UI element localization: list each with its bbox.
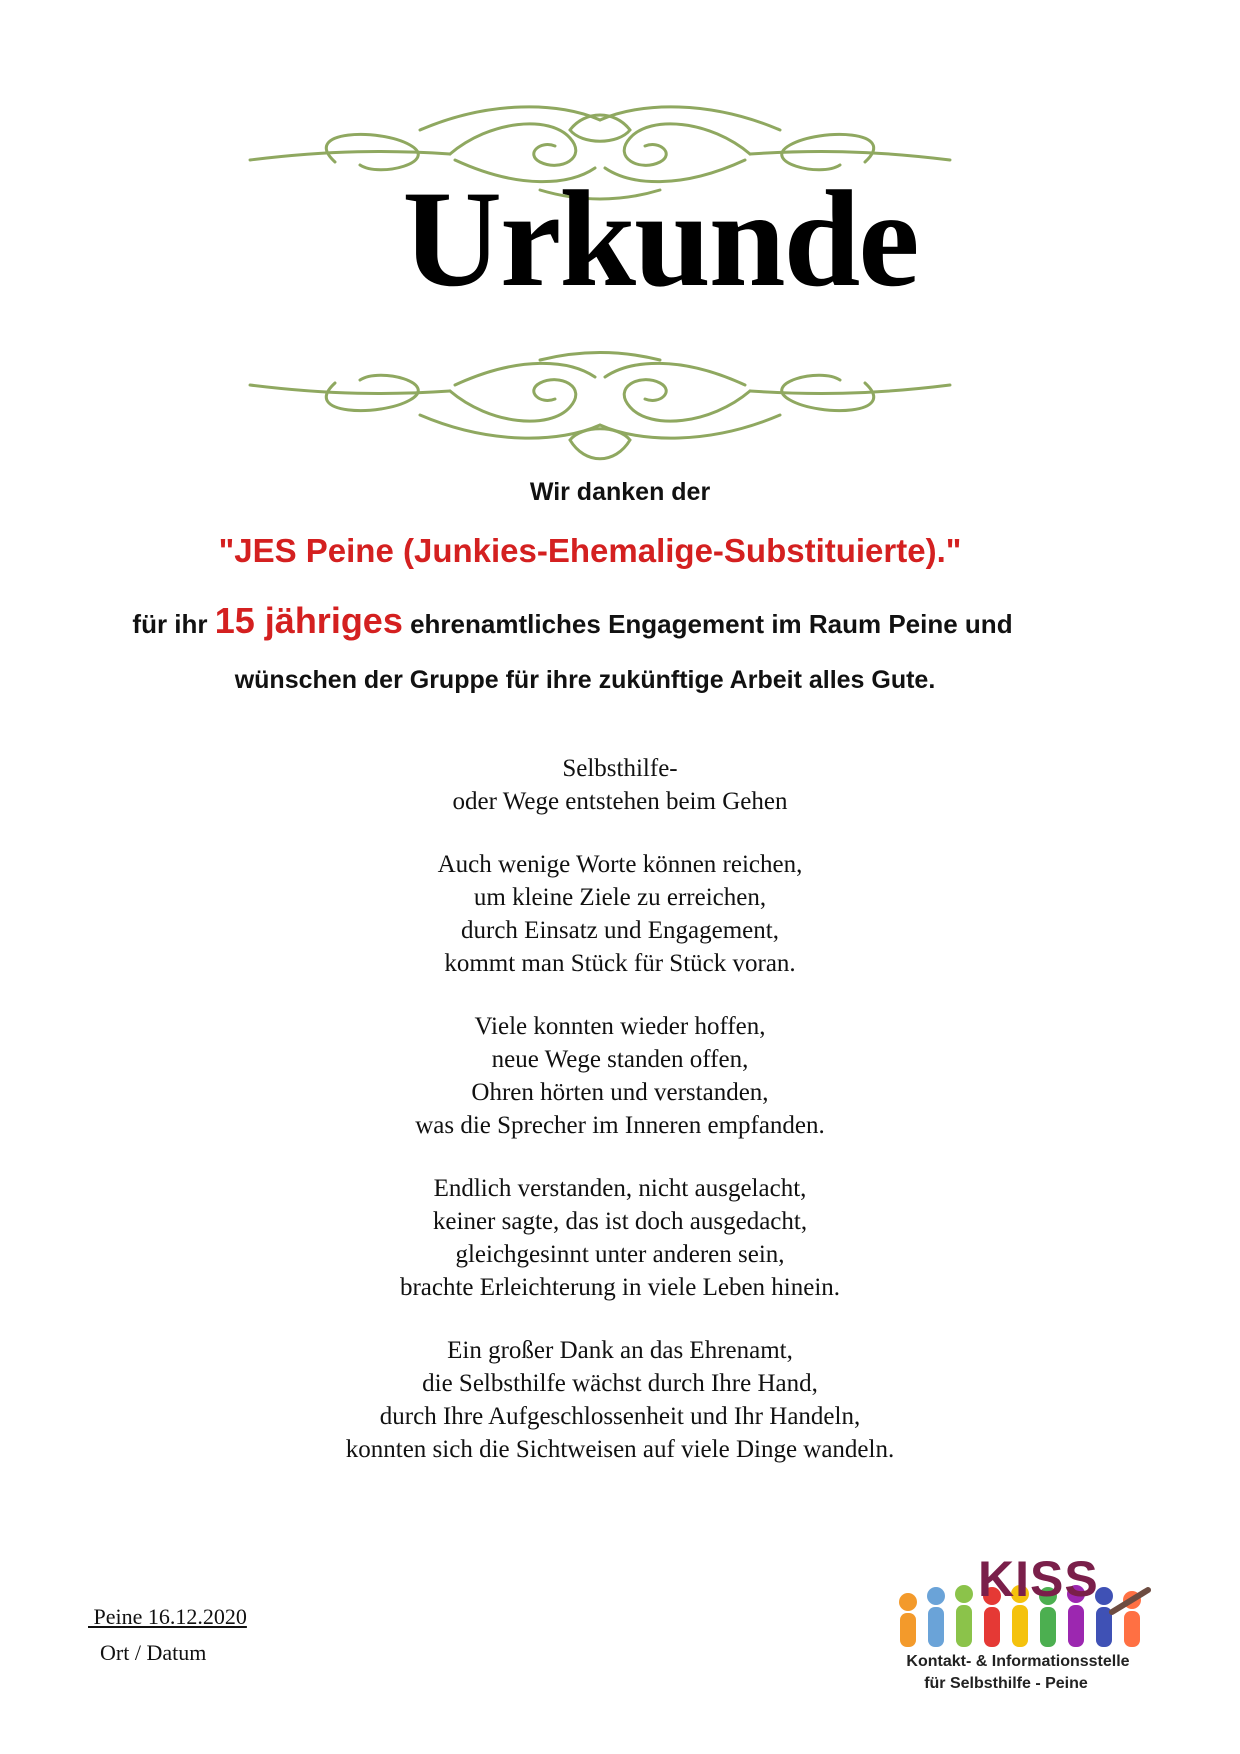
place-date-label: Ort / Datum: [100, 1640, 207, 1665]
poem-line: was die Sprecher im Inneren empfanden.: [415, 1112, 825, 1139]
poem-stanza: [0, 752, 1240, 818]
wishes-line: wünschen der Gruppe für ihre zukünftige Arbeit alles Gute.: [234, 666, 936, 694]
poem-line: keiner sagte, das ist doch ausgedacht,: [432, 1208, 808, 1235]
kiss-logo: [858, 1550, 1178, 1690]
poem-line: Selbsthilfe-: [562, 755, 678, 782]
poem: [0, 752, 1240, 1496]
poem-stanza: [0, 1010, 1240, 1142]
ornament-bottom-scroll: [240, 345, 960, 485]
poem-stanza: [0, 1334, 1240, 1466]
engagement-years: 15 jähriges: [214, 600, 403, 641]
logo-title: KISS: [978, 1551, 1099, 1607]
poem-line: um kleine Ziele zu erreichen,: [473, 884, 767, 911]
poem-line: Ohren hörten und verstanden,: [471, 1079, 769, 1106]
poem-line: durch Einsatz und Engagement,: [461, 917, 779, 944]
poem-line: gleichgesinnt unter anderen sein,: [455, 1241, 785, 1268]
poem-line: konnten sich die Sichtweisen auf viele Dinge wandeln.: [345, 1436, 895, 1463]
place-date-value: Peine 16.12.2020: [88, 1604, 247, 1629]
poem-line: neue Wege standen offen,: [491, 1046, 749, 1073]
poem-line: brachte Erleichterung in viele Leben hinein.: [399, 1274, 841, 1301]
logo-subtitle-2: für Selbsthilfe - Peine: [924, 1675, 1088, 1692]
poem-line: Viele konnten wieder hoffen,: [474, 1013, 766, 1040]
poem-line: die Selbsthilfe wächst durch Ihre Hand,: [422, 1370, 818, 1397]
logo-subtitle-1: Kontakt- & Informationsstelle: [906, 1653, 1130, 1670]
engagement-prefix: für ihr: [132, 609, 208, 639]
poem-line: kommt man Stück für Stück voran.: [444, 950, 796, 977]
poem-line: oder Wege entstehen beim Gehen: [452, 788, 788, 815]
engagement-suffix: ehrenamtliches Engagement im Raum Peine und: [410, 609, 1013, 639]
poem-stanza: [0, 1172, 1240, 1304]
poem-line: Endlich verstanden, nicht ausgelacht,: [433, 1175, 807, 1202]
engagement-line: [0, 600, 1240, 642]
poem-stanza: [0, 848, 1240, 980]
thanks-line: Wir danken der: [529, 478, 711, 506]
poem-line: Ein großer Dank an das Ehrenamt,: [447, 1337, 793, 1364]
poem-line: durch Ihre Aufgeschlossenheit und Ihr Handeln,: [379, 1403, 861, 1430]
place-date: [88, 1604, 247, 1630]
group-name: "JES Peine (Junkies-Ehemalige-Substituierte).": [218, 532, 962, 569]
poem-line: Auch wenige Worte können reichen,: [437, 851, 803, 878]
certificate-title: Urkunde: [402, 162, 918, 315]
